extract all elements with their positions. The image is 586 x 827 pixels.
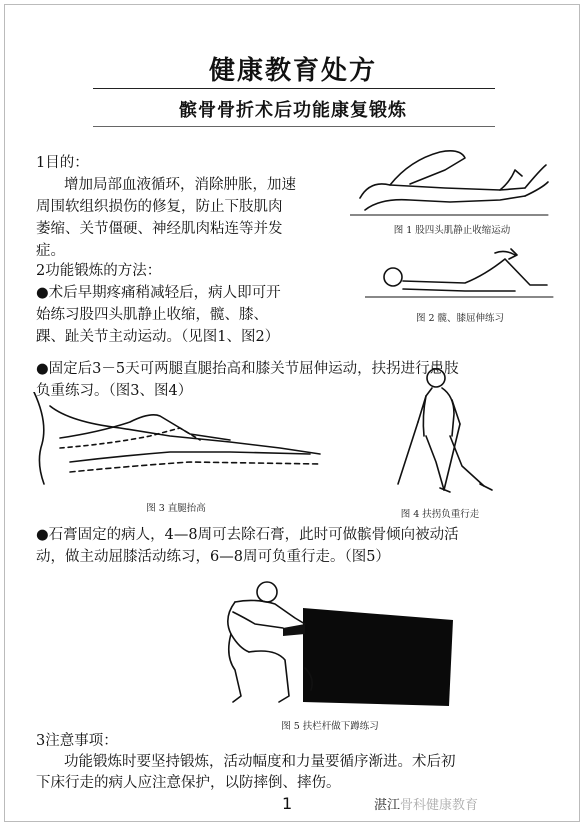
figure-2-caption: 图 2 髋、膝屈伸练习 (415, 313, 505, 324)
methods-heading: 2功能锻炼的方法： (36, 263, 162, 279)
method-item3-line: ●石膏固定的病人，4—8周可去除石膏，此时可做髌骨倾向被动活 (36, 527, 459, 543)
figure-2-illustration (365, 245, 555, 305)
purpose-heading: 1目的： (36, 155, 89, 171)
method-item1-line: 始练习股四头肌静止收缩，髋、膝、 (36, 307, 268, 323)
figure-5-illustration (205, 578, 455, 713)
page-number: 1 (282, 794, 293, 813)
notes-heading: 3注意事项： (36, 733, 118, 749)
figure-1-caption: 图 1 股四头肌静止收缩运动 (393, 225, 511, 236)
method-item1-line: 踝、趾关节主动运动。（见图1、图2） (36, 329, 280, 345)
method-item1-line: ●术后早期疼痛稍减轻后，病人即可开 (36, 285, 281, 301)
method-item2-line: 负重练习。（图3、图4） (36, 383, 193, 399)
method-item3-line: 动，做主动屈膝活动练习，6—8周可负重行走。（图5） (36, 549, 390, 565)
page-title: 健康教育处方 (208, 56, 377, 86)
purpose-line: 周围软组织损伤的修复，防止下肢肌肉 (36, 199, 283, 215)
watermark-text: 骨科健康教育 (400, 798, 479, 813)
purpose-line: 萎缩、关节僵硬、神经肌肉粘连等并发 (36, 221, 283, 237)
purpose-line: 增加局部血液循环，消除肿胀，加速 (64, 177, 296, 193)
figure-1-illustration (350, 140, 550, 220)
title-divider (93, 88, 495, 89)
figure-3-caption: 图 3 直腿抬高 (146, 503, 206, 514)
footer-text (374, 794, 478, 813)
figure-4-caption: 图 4 扶拐负重行走 (400, 509, 480, 520)
figure-5-caption: 图 5 扶栏杆做下蹲练习 (281, 721, 379, 732)
subtitle-divider (93, 126, 495, 127)
figure-3-illustration (30, 392, 322, 492)
footer-institution: 湛江 (374, 798, 401, 813)
notes-line: 下床行走的病人应注意保护，以防摔倒、摔伤。 (36, 775, 341, 791)
notes-line: 功能锻炼时要坚持锻炼，活动幅度和力量要循序渐进。术后初 (64, 754, 456, 770)
method-item2-line: ●固定后3－5天可两腿直腿抬高和膝关节屈伸运动，扶拐进行患肢 (36, 361, 459, 377)
figure-4-illustration (392, 366, 496, 496)
page-subtitle: 髌骨骨折术后功能康复锻炼 (179, 100, 407, 121)
purpose-line: 症。 (36, 243, 65, 259)
